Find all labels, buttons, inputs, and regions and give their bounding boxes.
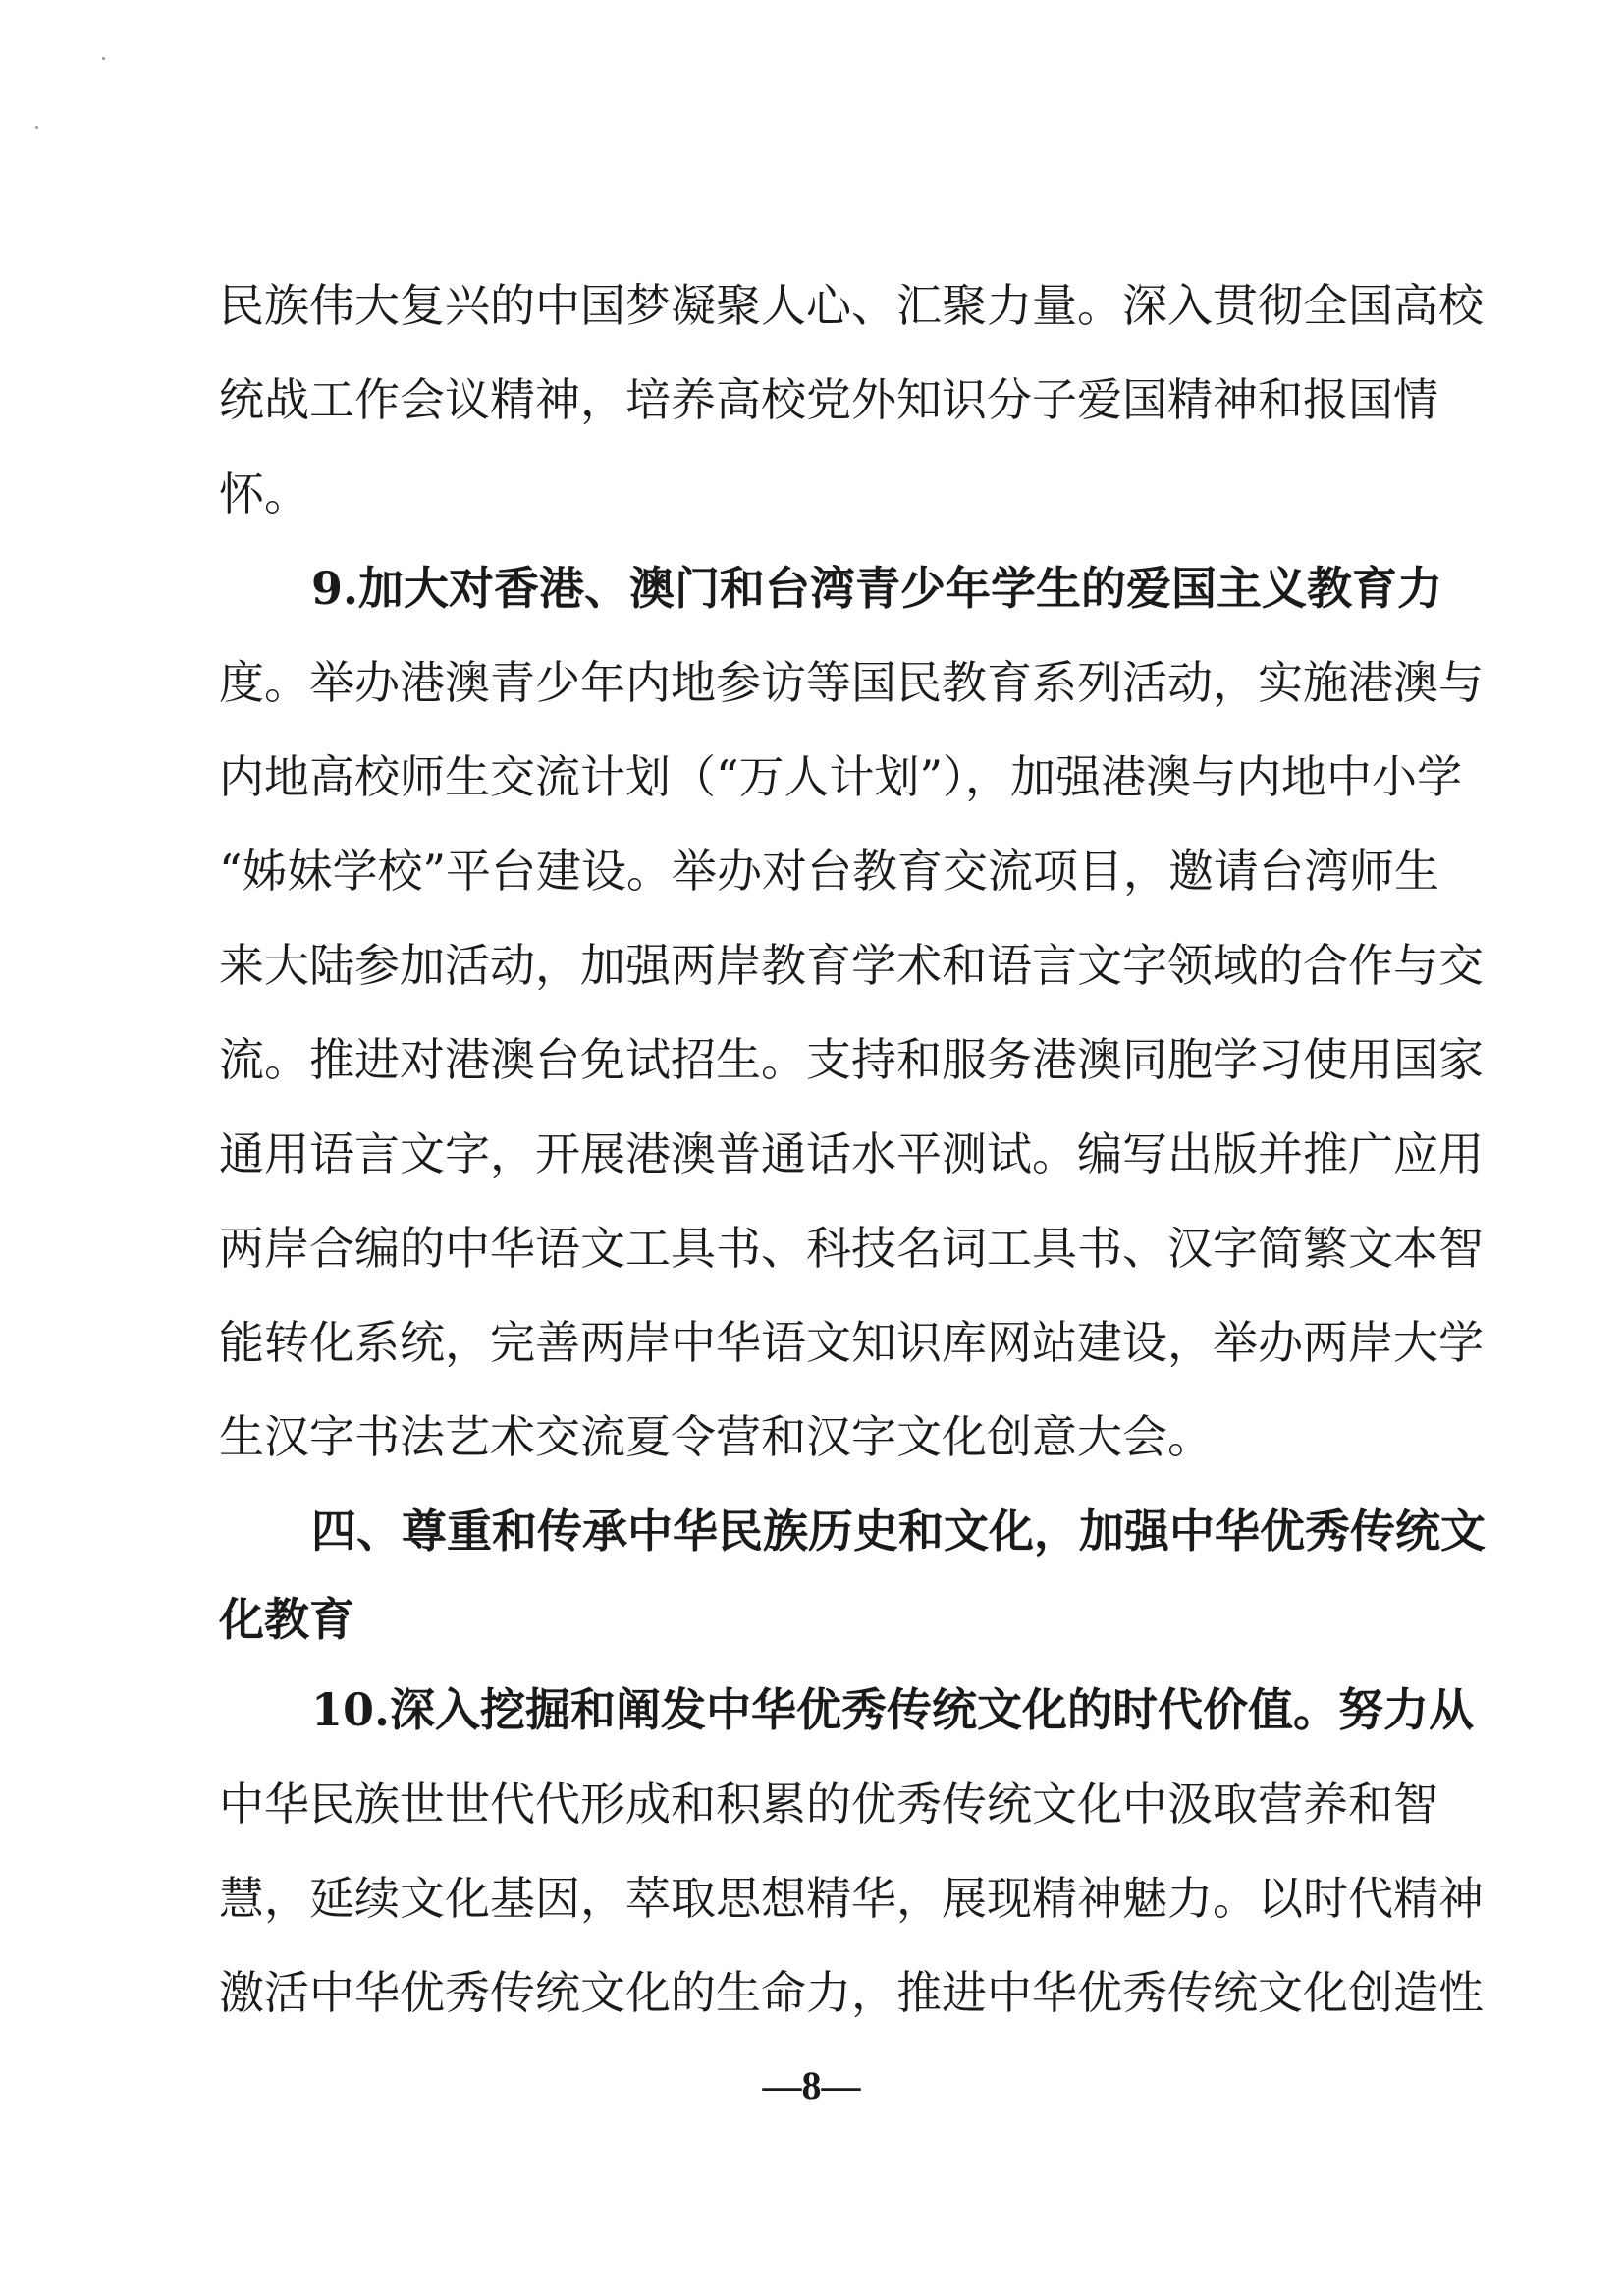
paragraph-line: 流。推进对港澳台免试招生。支持和服务港澳同胞学习使用国家 (219, 1033, 1484, 1086)
section-heading-4: 四、尊重和传承中华民族历史和文化，加强中华优秀传统文 (311, 1504, 1486, 1558)
paragraph-line: 统战工作会议精神，培养高校党外知识分子爱国精神和报国情 (219, 373, 1438, 426)
paragraph-line: 来大陆参加活动，加强两岸教育学术和语言文字领域的合作与交 (219, 939, 1484, 992)
scan-speck (35, 126, 38, 129)
paragraph-line: 两岸合编的中华语文工具书、科技名词工具书、汉字简繁文本智 (219, 1222, 1484, 1275)
section-heading-4-cont: 化教育 (219, 1593, 354, 1646)
item-heading-10: 10.深入挖掘和阐发中华优秀传统文化的时代价值。努力从 (311, 1683, 1475, 1736)
paragraph-line: 激活中华优秀传统文化的生命力，推进中华优秀传统文化创造性 (219, 1966, 1484, 2019)
paragraph-line: 怀。 (219, 467, 309, 520)
page-number: —8— (762, 2063, 861, 2107)
paragraph-line: 度。举办港澳青少年内地参访等国民教育系列活动，实施港澳与 (219, 656, 1484, 709)
paragraph-line: 民族伟大复兴的中国梦凝聚人心、汇聚力量。深入贯彻全国高校 (219, 279, 1484, 332)
paragraph-line: 生汉字书法艺术交流夏令营和汉字文化创意大会。 (219, 1410, 1213, 1463)
scan-speck (102, 57, 105, 60)
item-heading-9: 9.加大对香港、澳门和台湾青少年学生的爱国主义教育力 (311, 562, 1443, 615)
paragraph-line: 慧，延续文化基因，萃取思想精华，展现精神魅力。以时代精神 (219, 1872, 1484, 1925)
paragraph-line: 通用语言文字，开展港澳普通话水平测试。编写出版并推广应用 (219, 1127, 1484, 1180)
paragraph-line: “姊妹学校”平台建设。举办对台教育交流项目，邀请台湾师生 (219, 845, 1440, 898)
paragraph-line: 内地高校师生交流计划（“万人计划”），加强港澳与内地中小学 (219, 750, 1463, 803)
paragraph-line: 中华民族世世代代形成和积累的优秀传统文化中汲取营养和智 (219, 1777, 1438, 1831)
paragraph-line: 能转化系统，完善两岸中华语文知识库网站建设，举办两岸大学 (219, 1316, 1484, 1369)
